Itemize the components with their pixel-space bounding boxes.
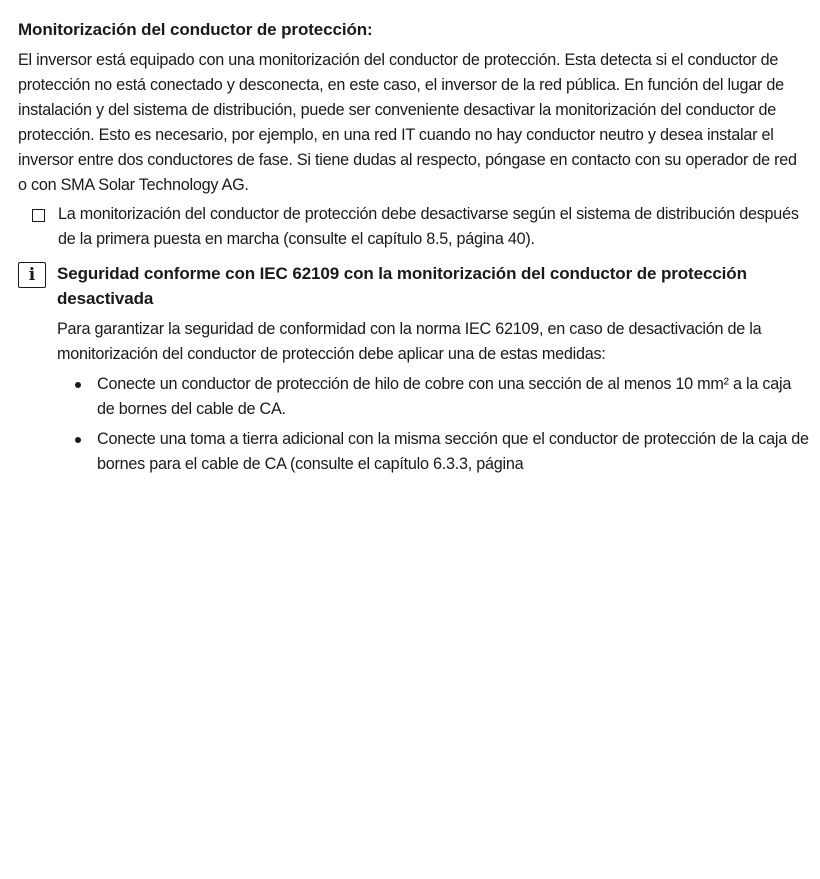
info-box-title: Seguridad conforme con IEC 62109 con la monitorización del conductor de protección desactivada	[57, 264, 747, 308]
bullet-icon	[75, 382, 81, 388]
bullet-icon	[75, 437, 81, 443]
checklist-item-text: La monitorización del conductor de protección debe desactivarse según el sistema de distribución después de la primera puesta en marcha (consulte el capítulo 8.5, página 40).	[58, 205, 799, 248]
checklist-item	[18, 202, 808, 252]
info-box	[18, 261, 808, 482]
list-item	[75, 427, 809, 477]
info-icon-glyph: i	[28, 264, 36, 285]
checkbox-icon	[32, 209, 45, 222]
info-box-content	[57, 261, 809, 482]
bullet-text: Conecte un conductor de protección de hilo de cobre con una sección de al menos 10 mm² a la caja de bornes del cable de CA.	[97, 375, 792, 418]
info-box-bullet-list	[57, 372, 809, 477]
bullet-text: Conecte una toma a tierra adicional con la misma sección que el conductor de protección de la caja de bornes para el cable de CA (consulte el capítulo 6.3.3, página	[97, 430, 809, 473]
document-page	[18, 18, 808, 482]
info-box-paragraph: Para garantizar la seguridad de conformidad con la norma IEC 62109, en caso de desactivación de la monitorización del conductor de protección debe aplicar una de estas medidas:	[57, 320, 762, 363]
section-heading: Monitorización del conductor de protección:	[18, 20, 373, 39]
list-item	[75, 372, 809, 422]
info-icon	[18, 262, 46, 288]
section-paragraph: El inversor está equipado con una monitorización del conductor de protección. Esta detecta si el conductor de protección no está conectado y desconecta, en este caso, el inversor de la red pública. En función del lugar de instalación y del sistema de distribución, puede ser conveniente desactivar la monitorización del conductor de protección. Esto es necesario, por ejemplo, en una red IT cuando no hay conductor neutro y desea instalar el inversor entre dos conductores de fase. Si tiene dudas al respecto, póngase en contacto con su operador de red o con SMA Solar Technology AG.	[18, 51, 797, 194]
